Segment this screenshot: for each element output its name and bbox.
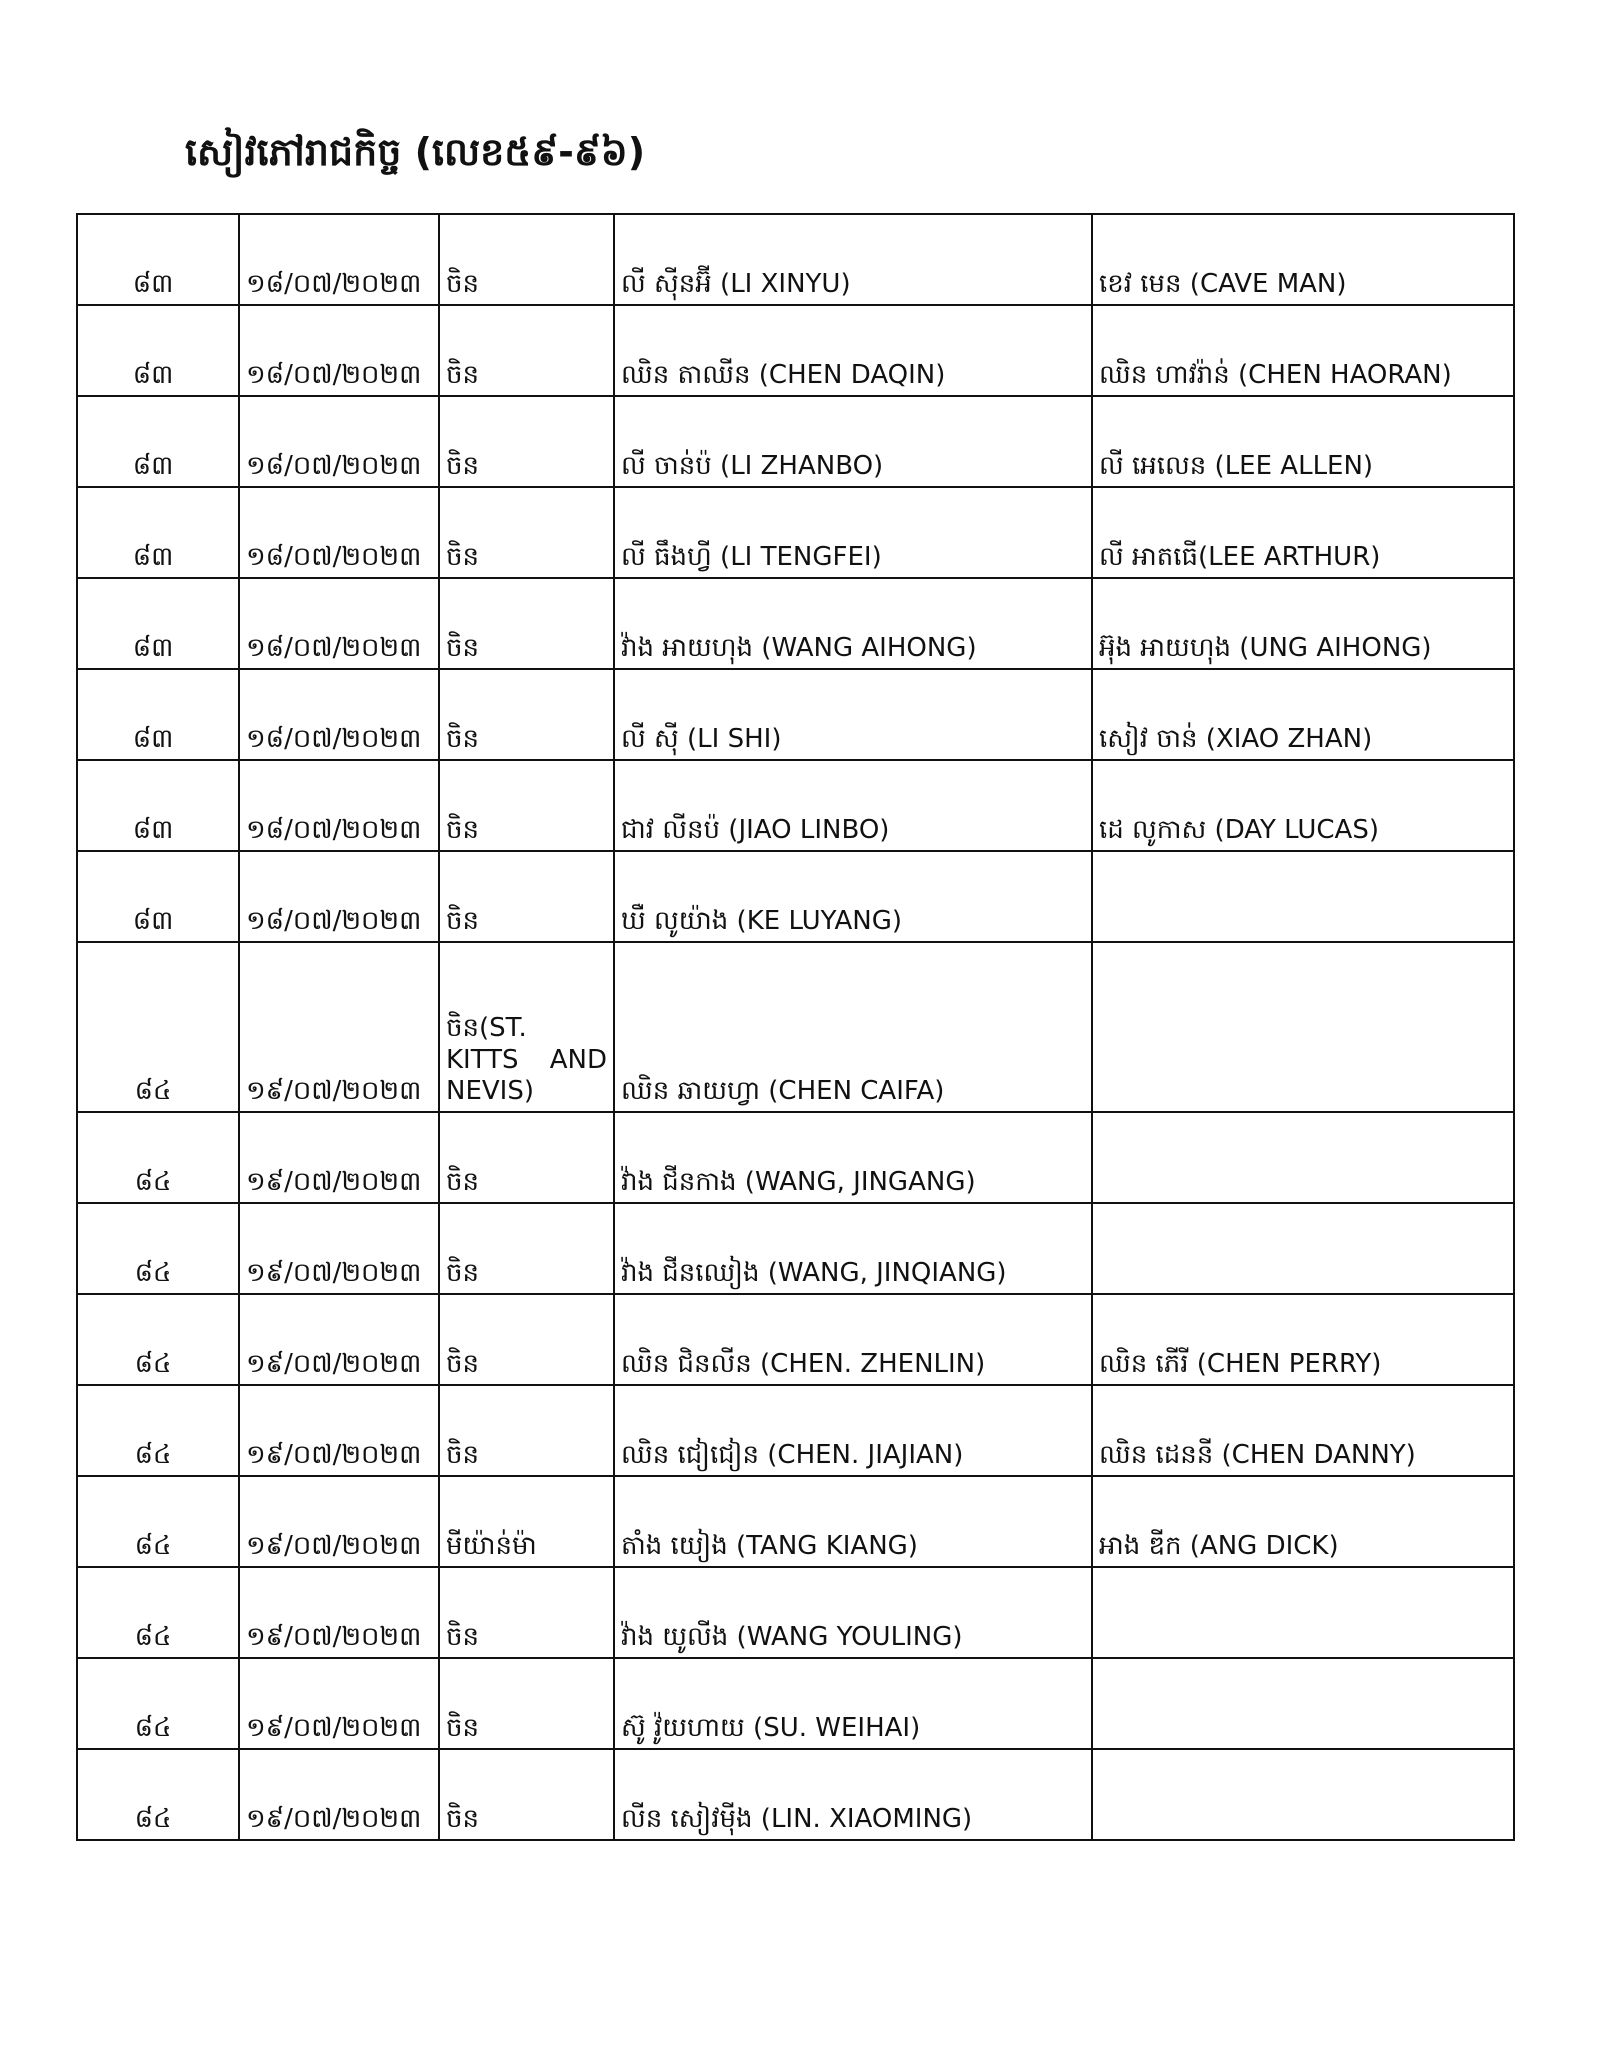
row-number-cell: ៨៣: [77, 851, 239, 942]
name-cell: វ៉ាង អាយហុង (WANG AIHONG): [614, 578, 1092, 669]
name-cell: លី ធឹងហ្វី (LI TENGFEI): [614, 487, 1092, 578]
table-row: [77, 1476, 1514, 1567]
name-cell: វ៉ាង ជីនកាង (WANG, JINGANG): [614, 1112, 1092, 1203]
record-table: [76, 213, 1515, 1841]
new-name-cell: ឈិន ភើរី (CHEN PERRY): [1092, 1294, 1514, 1385]
name-cell: ឃឺ លូយ៉ាង (KE LUYANG): [614, 851, 1092, 942]
row-number-cell: ៨៣: [77, 487, 239, 578]
table-row: [77, 487, 1514, 578]
nationality-cell: ចិន: [439, 1203, 614, 1294]
new-name-cell: ឈិន ហាវរ៉ាន់ (CHEN HAORAN): [1092, 305, 1514, 396]
nationality-cell: ចិន: [439, 214, 614, 305]
row-number-cell: ៨៣: [77, 669, 239, 760]
nationality-cell: [439, 942, 614, 1112]
nationality-cell: ចិន: [439, 305, 614, 396]
row-number-cell: ៨៣: [77, 578, 239, 669]
name-cell: លី ចាន់ប៉ (LI ZHANBO): [614, 396, 1092, 487]
table-row: [77, 1112, 1514, 1203]
new-name-cell: [1092, 942, 1514, 1112]
new-name-cell: សៀវ ចាន់ (XIAO ZHAN): [1092, 669, 1514, 760]
row-number-cell: ៨៣: [77, 396, 239, 487]
nationality-line: ចិន(ST.: [446, 1013, 527, 1044]
date-cell: ១៩/០៧/២០២៣: [239, 1749, 439, 1840]
row-number-cell: ៨៣: [77, 214, 239, 305]
new-name-cell: អ៊ុង អាយហុង (UNG AIHONG): [1092, 578, 1514, 669]
row-number-cell: ៨៤: [77, 1385, 239, 1476]
table-row: [77, 1749, 1514, 1840]
nationality-cell: ចិន: [439, 760, 614, 851]
nationality-line: KITTS AND: [446, 1044, 607, 1075]
date-cell: ១៩/០៧/២០២៣: [239, 1203, 439, 1294]
date-cell: ១៨/០៧/២០២៣: [239, 396, 439, 487]
date-cell: ១៩/០៧/២០២៣: [239, 1294, 439, 1385]
new-name-cell: [1092, 851, 1514, 942]
row-number-cell: ៨៤: [77, 1203, 239, 1294]
date-cell: ១៩/០៧/២០២៣: [239, 1385, 439, 1476]
row-number-cell: ៨៣: [77, 760, 239, 851]
row-number-cell: ៨៤: [77, 1567, 239, 1658]
name-cell: ឈិន ជិនលីន (CHEN. ZHENLIN): [614, 1294, 1092, 1385]
new-name-cell: លី អាតធើ(LEE ARTHUR): [1092, 487, 1514, 578]
name-cell: វ៉ាង ជីនឈៀង (WANG, JINQIANG): [614, 1203, 1092, 1294]
nationality-cell: ចិន: [439, 1658, 614, 1749]
new-name-cell: អាង ឌីក (ANG DICK): [1092, 1476, 1514, 1567]
table-row: [77, 1385, 1514, 1476]
table-row: [77, 1658, 1514, 1749]
nationality-cell: ចិន: [439, 669, 614, 760]
nationality-cell: ចិន: [439, 487, 614, 578]
row-number-cell: ៨៣: [77, 305, 239, 396]
new-name-cell: ដេ លូកាស (DAY LUCAS): [1092, 760, 1514, 851]
name-cell: ឈិន តាឈីន (CHEN DAQIN): [614, 305, 1092, 396]
new-name-cell: [1092, 1203, 1514, 1294]
table-row: [77, 214, 1514, 305]
name-cell: ឈិន ឆាយហ្វា (CHEN CAIFA): [614, 942, 1092, 1112]
date-cell: ១៨/០៧/២០២៣: [239, 669, 439, 760]
date-cell: ១៨/០៧/២០២៣: [239, 851, 439, 942]
name-cell: លីន សៀវម៉ីង (LIN. XIAOMING): [614, 1749, 1092, 1840]
row-number-cell: ៨៤: [77, 1112, 239, 1203]
row-number-cell: ៨៤: [77, 942, 239, 1112]
table-row: [77, 669, 1514, 760]
name-cell: ជាវ លីនប៉ (JIAO LINBO): [614, 760, 1092, 851]
nationality-cell: ចិន: [439, 578, 614, 669]
name-cell: វ៉ាង យូលីង (WANG YOULING): [614, 1567, 1092, 1658]
new-name-cell: [1092, 1567, 1514, 1658]
row-number-cell: ៨៤: [77, 1658, 239, 1749]
table-row: [77, 1294, 1514, 1385]
row-number-cell: ៨៤: [77, 1476, 239, 1567]
date-cell: ១៨/០៧/២០២៣: [239, 214, 439, 305]
table-row: [77, 851, 1514, 942]
nationality-cell: ចិន: [439, 1385, 614, 1476]
row-number-cell: ៨៤: [77, 1749, 239, 1840]
table-row: [77, 1203, 1514, 1294]
date-cell: ១៩/០៧/២០២៣: [239, 1476, 439, 1567]
table-row: [77, 305, 1514, 396]
nationality-cell: មីយ៉ាន់ម៉ា: [439, 1476, 614, 1567]
new-name-cell: ឈិន ដេននី (CHEN DANNY): [1092, 1385, 1514, 1476]
table-row: [77, 942, 1514, 1112]
date-cell: ១៩/០៧/២០២៣: [239, 1567, 439, 1658]
date-cell: ១៩/០៧/២០២៣: [239, 942, 439, 1112]
name-cell: លី ស៊ីនអ៊ី (LI XINYU): [614, 214, 1092, 305]
table-row: [77, 396, 1514, 487]
nationality-cell: ចិន: [439, 1112, 614, 1203]
date-cell: ១៩/០៧/២០២៣: [239, 1112, 439, 1203]
new-name-cell: លី អេលេន (LEE ALLEN): [1092, 396, 1514, 487]
table-row: [77, 1567, 1514, 1658]
new-name-cell: ខេវ មេន (CAVE MAN): [1092, 214, 1514, 305]
date-cell: ១៨/០៧/២០២៣: [239, 487, 439, 578]
name-cell: ឈិន ជៀជៀន (CHEN. JIAJIAN): [614, 1385, 1092, 1476]
new-name-cell: [1092, 1112, 1514, 1203]
row-number-cell: ៨៤: [77, 1294, 239, 1385]
record-table-body: [77, 214, 1514, 1840]
nationality-cell: ចិន: [439, 396, 614, 487]
date-cell: ១៨/០៧/២០២៣: [239, 760, 439, 851]
date-cell: ១៨/០៧/២០២៣: [239, 305, 439, 396]
nationality-cell: ចិន: [439, 1294, 614, 1385]
new-name-cell: [1092, 1658, 1514, 1749]
name-cell: តាំង យៀង (TANG KIANG): [614, 1476, 1092, 1567]
date-cell: ១៩/០៧/២០២៣: [239, 1658, 439, 1749]
nationality-cell: ចិន: [439, 851, 614, 942]
table-row: [77, 578, 1514, 669]
name-cell: ស៊ូ វ៉ូយហាយ (SU. WEIHAI): [614, 1658, 1092, 1749]
date-cell: ១៨/០៧/២០២៣: [239, 578, 439, 669]
page-title: សៀវភៅរាជកិច្ច (លេខ៥៩-៩៦): [185, 130, 646, 174]
nationality-cell: ចិន: [439, 1749, 614, 1840]
name-cell: លី ស៊ី (LI SHI): [614, 669, 1092, 760]
table-row: [77, 760, 1514, 851]
new-name-cell: [1092, 1749, 1514, 1840]
nationality-cell: ចិន: [439, 1567, 614, 1658]
nationality-line: NEVIS): [446, 1075, 534, 1106]
